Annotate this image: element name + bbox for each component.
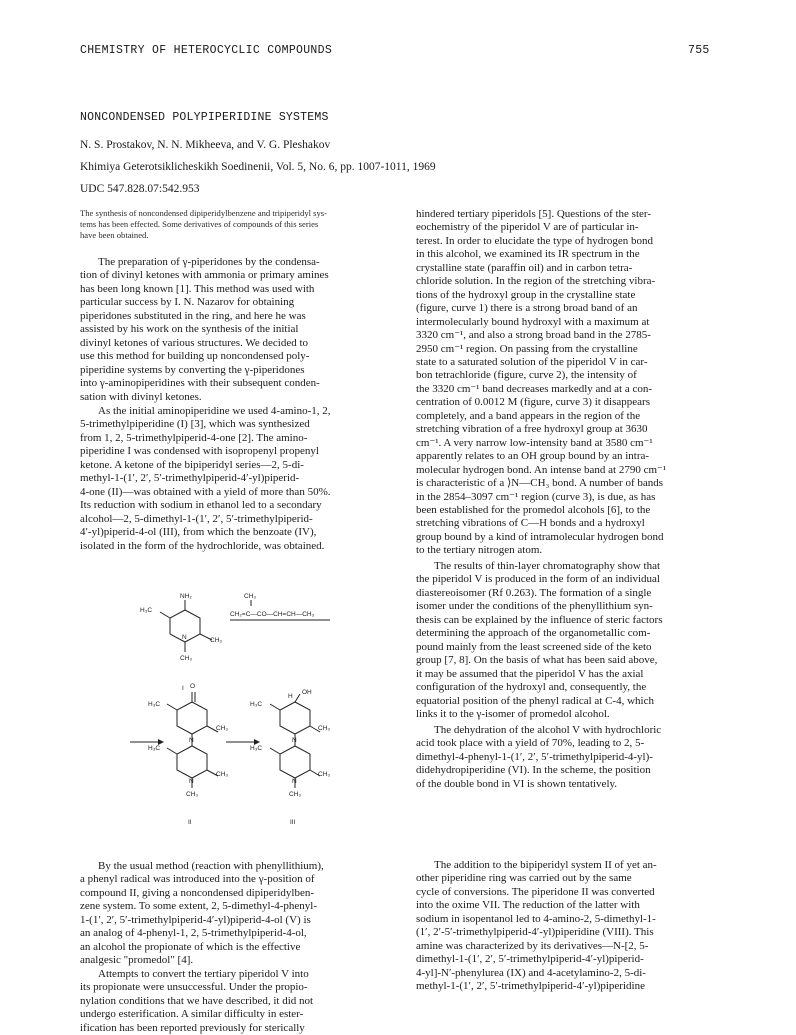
text-line: acid took place with a yield of 70%, leading to 2, 5-: [416, 737, 645, 750]
text-line: 2950 cm⁻¹ region. On passing from the crystalline: [416, 342, 638, 355]
text-line: a phenyl radical was introduced into the γ-position of: [80, 873, 315, 886]
text-line: group [7, 8]. On the basis of what has been said above,: [416, 654, 658, 667]
text-line: ification has been reported previously for sterically: [80, 1021, 305, 1034]
text-line: links it to the γ-isomer of promedol alcohol.: [416, 707, 610, 720]
text-line: been established for the promedol alcohols [6], to the: [416, 503, 651, 516]
text-line: sodium in isopentanol led to 4-amino-2, 5-dimethyl-1-: [416, 912, 656, 925]
text-line: state to a saturated solution of the piperidol V in car-: [416, 355, 648, 368]
text-line: thesis can be explained by the influence of steric factors: [416, 613, 663, 626]
right-paragraph-4: [416, 859, 736, 994]
text-line: 1-(1′, 2′, 5′-trimethylpiperid-4′-yl)piperid-4-ol (V) is: [80, 913, 311, 926]
text-line: particular success by I. N. Nazarov for obtaining: [80, 296, 295, 309]
text-line: configuration of the hydroxyl and, consequently, the: [416, 681, 647, 694]
text-line: 3320 cm⁻¹, and also a strong broad band in the 2785-: [416, 329, 651, 342]
label-nh2: NH₂: [180, 593, 192, 600]
label-ch3: CH₃: [318, 725, 331, 732]
text-line: (1′, 2′-5′-trimethylpiperid-4′-yl)piperidine (VIII). This: [416, 926, 654, 939]
left-paragraph-3: [80, 860, 400, 968]
label-ch3: CH₃: [180, 655, 193, 662]
label-n: N: [182, 634, 187, 641]
text-line: the 3320 cm⁻¹ band decreases markedly and at a con-: [416, 382, 653, 395]
text-line: determining the approach of the organometallic com-: [416, 627, 651, 640]
label-h: H: [288, 693, 293, 700]
text-line: diastereoisomer (Rf 0.263). The formation of a single: [416, 586, 652, 599]
text-line: 4-yl]-N′-phenylurea (IX) and 4-acetylamino-2, 5-di-: [416, 966, 646, 979]
text-line: The dehydration of the alcohol V with hydrochloric: [434, 724, 662, 736]
text-line: 4′-yl)piperid-4-ol (III), from which the benzoate (IV),: [80, 526, 317, 539]
text-line: of the double bond in VI is shown tentatively.: [416, 777, 618, 790]
text-line: assisted by his work on the synthesis of the initial: [80, 323, 299, 336]
text-line: isolated in the form of the hydrochloride, was obtained.: [80, 539, 325, 552]
text-line: it may be assumed that the piperidol V has the axial: [416, 667, 644, 680]
text-line: nylation conditions that we have described, it did not: [80, 994, 314, 1007]
text-line: other piperidine ring was carried out by the same: [416, 872, 632, 885]
label-ch3: CH₃: [318, 771, 331, 778]
text-line: dimethyl-1-(1′, 2′, 5′-trimethylpiperid-4′-yl)piperid-: [416, 953, 644, 966]
label-h3c: H₃C: [148, 701, 161, 708]
text-line: amine was characterized by its derivatives—N-[2, 5-: [416, 939, 649, 952]
abstract-line: The synthesis of noncondensed dipiperidylbenzene and tripiperidyl sys-: [80, 208, 328, 218]
text-line: Its reduction with sodium in ethanol led to a secondary: [80, 499, 322, 512]
compound-label: II: [188, 819, 192, 826]
piperidine-ring-II: [177, 746, 207, 778]
abstract-line: have been obtained.: [80, 230, 149, 240]
right-paragraph-2: [416, 560, 736, 721]
right-paragraph-1: [416, 208, 736, 558]
text-line: the piperidol V is produced in the form of an individual: [416, 573, 660, 586]
page-number: 755: [688, 44, 710, 57]
text-line: 5-trimethylpiperidine (I) [3], which was synthesized: [80, 418, 310, 431]
text-line: into the oxime VII. The reduction of the latter with: [416, 899, 640, 912]
reagent-methyl: CH₃: [244, 593, 257, 600]
text-line: Attempts to convert the tertiary piperidol V into: [98, 968, 309, 980]
article-authors: N. S. Prostakov, N. N. Mikheeva, and V. G. Pleshakov: [80, 139, 331, 151]
text-line: into γ-aminopiperidines with their subsequent conden-: [80, 377, 320, 390]
text-line: from 1, 2, 5-trimethylpiperid-4-one [2]. The amino-: [80, 431, 308, 444]
text-line: chloride solution. In the region of the stretching vibra-: [416, 275, 656, 288]
journal-header: CHEMISTRY OF HETEROCYCLIC COMPOUNDS: [80, 44, 333, 57]
text-line: sation with divinyl ketones.: [80, 390, 202, 403]
text-line: By the usual method (reaction with phenyllithium),: [98, 860, 324, 872]
text-line: in this alcohol, we examined its IR spectrum in the: [416, 248, 640, 261]
text-line: stretching vibration of a free hydroxyl group at 3630: [416, 423, 648, 436]
article-title: NONCONDENSED POLYPIPERIDINE SYSTEMS: [80, 111, 329, 124]
text-line: tion of divinyl ketones with ammonia or primary amines: [80, 269, 329, 282]
text-line: methyl-1-(1′, 2′, 5′-trimethylpiperid-4′-yl)piperid-: [80, 472, 300, 485]
piperidone-ring-II: [177, 702, 207, 734]
text-line: bon tetrachloride (figure, curve 2), the intensity of: [416, 369, 637, 382]
text-line: isomer under the conditions of the phenyllithium syn-: [416, 600, 653, 613]
text-line: tions of the hydroxyl group in the crystalline state: [416, 288, 636, 301]
text-line: piperidine I was condensed with isopropenyl propenyl: [80, 445, 319, 458]
label-h3c: H₃C: [140, 607, 153, 614]
text-line: to the tertiary nitrogen atom.: [416, 544, 543, 557]
text-line: terest. In order to elucidate the type of hydrogen bond: [416, 234, 654, 247]
text-line: an analog of 4-phenyl-1, 2, 5-trimethylpiperid-4-ol,: [80, 927, 307, 940]
text-line: in the 2854–3097 cm⁻¹ region (curve 3), is due, as has: [416, 490, 656, 503]
text-line: divinyl ketones of various structures. We decided to: [80, 336, 309, 349]
text-line: an alcohol the propionate of which is the effective: [80, 940, 301, 953]
label-ch3: CH₃: [216, 771, 229, 778]
text-line: hindered tertiary piperidols [5]. Questions of the ster-: [416, 208, 651, 220]
left-paragraph-4: [80, 968, 400, 1035]
text-line: pound mainly from the least screened side of the keto: [416, 640, 652, 653]
text-line: methyl-1-(1′, 2′, 5′-trimethylpiperid-4′-yl)piperidine: [416, 980, 645, 993]
compound-label: I: [182, 685, 184, 692]
piperidol-ring-III: [280, 702, 310, 734]
text-line: is characteristic of a ⟩N—CH₃ bond. A number of bands: [416, 477, 664, 490]
text-line: stretching vibrations of C—H bonds and a hydroxyl: [416, 517, 645, 530]
label-h3c: H₃C: [250, 701, 263, 708]
label-ch3: CH₃: [210, 637, 223, 644]
label-h3c: H₃C: [250, 745, 263, 752]
text-line: piperidine systems by converting the γ-piperidones: [80, 363, 305, 376]
right-paragraph-3: [416, 724, 736, 791]
label-n: N: [292, 778, 297, 785]
text-line: analgesic "promedol" [4].: [80, 954, 194, 967]
text-line: The preparation of γ-piperidones by the condensa-: [98, 256, 320, 268]
label-o: O: [190, 683, 196, 690]
text-line: molecular hydrogen bond. An intense band at 2790 cm⁻¹: [416, 463, 667, 476]
abstract: [80, 208, 400, 241]
label-n: N: [189, 737, 194, 744]
text-line: group bound by a kind of intramolecular hydrogen bond: [416, 530, 664, 543]
text-line: dimethyl-4-phenyl-1-(1′, 2′, 5′-trimethylpiperid-4-yl)-: [416, 750, 653, 763]
left-paragraph-1: [80, 256, 400, 404]
article-udc: UDC 547.828.07:542.953: [80, 183, 200, 195]
piperidine-ring-III: [280, 746, 310, 778]
text-line: zene system. To some extent, 2, 5-dimethyl-4-phenyl-: [80, 900, 317, 913]
text-line: equatorial position of the phenyl radical at C-4, which: [416, 694, 654, 707]
label-ch3: CH₃: [216, 725, 229, 732]
text-line: alcohol—2, 5-dimethyl-1-(1′, 2′, 5′-trimethylpiperid-: [80, 512, 313, 525]
text-line: undergo esterification. A similar difficulty in ester-: [80, 1008, 304, 1021]
text-line: cycle of conversions. The piperidone II was converted: [416, 885, 655, 898]
text-line: 4-one (II)—was obtained with a yield of more than 50%.: [80, 485, 331, 498]
text-line: use this method for building up noncondensed poly-: [80, 350, 310, 363]
text-line: As the initial aminopiperidine we used 4-amino-1, 2,: [98, 405, 331, 417]
label-n: N: [292, 737, 297, 744]
text-line: ketone. A ketone of the bipiperidyl series—2, 5-di-: [80, 458, 304, 471]
text-line: its propionate were unsuccessful. Under the propio-: [80, 981, 308, 994]
text-line: apparently relates to an OH group bound by an intra-: [416, 450, 650, 463]
text-line: eochemistry of the piperidol V are of particular in-: [416, 221, 639, 234]
label-oh: OH: [302, 689, 312, 696]
reagent-formula: CH₂=C—CO—CH=CH—CH₃: [230, 611, 315, 618]
compound-label: III: [290, 819, 296, 826]
text-line: compound II, giving a noncondensed dipiperidylben-: [80, 886, 315, 899]
label-ch3: CH₃: [289, 791, 302, 798]
text-line: piperidones substituted in the ring, and here he was: [80, 309, 306, 322]
article-citation: Khimiya Geterotsiklicheskikh Soedinenii, Vol. 5, No. 6, pp. 1007-1011, 1969: [80, 161, 436, 173]
left-paragraph-2: [80, 405, 400, 553]
text-line: intermolecularly bound hydroxyl with a maximum at: [416, 315, 650, 328]
label-h3c: H₃C: [148, 745, 161, 752]
text-line: (figure, curve 1) there is a strong broad band of an: [416, 302, 638, 315]
text-line: The results of thin-layer chromatography show that: [434, 560, 661, 572]
text-line: The addition to the bipiperidyl system II of yet an-: [434, 859, 657, 871]
text-line: completely, and a band appears in the region of the: [416, 409, 641, 422]
label-ch3: CH₃: [186, 791, 199, 798]
text-line: centration of 0.0012 M (figure, curve 3) it disappears: [416, 396, 650, 409]
text-line: crystalline state (paraffin oil) and in carbon tetra-: [416, 261, 633, 274]
text-line: cm⁻¹. A very narrow low-intensity band at 3580 cm⁻¹: [416, 436, 653, 449]
text-line: didehydropiperidine (VI). In the scheme, the position: [416, 764, 651, 777]
label-n: N: [189, 778, 194, 785]
reaction-scheme: [130, 590, 400, 850]
text-line: has been long known [1]. This method was used with: [80, 282, 315, 295]
abstract-line: tems has been effected. Some derivatives of compounds of this series: [80, 219, 319, 229]
